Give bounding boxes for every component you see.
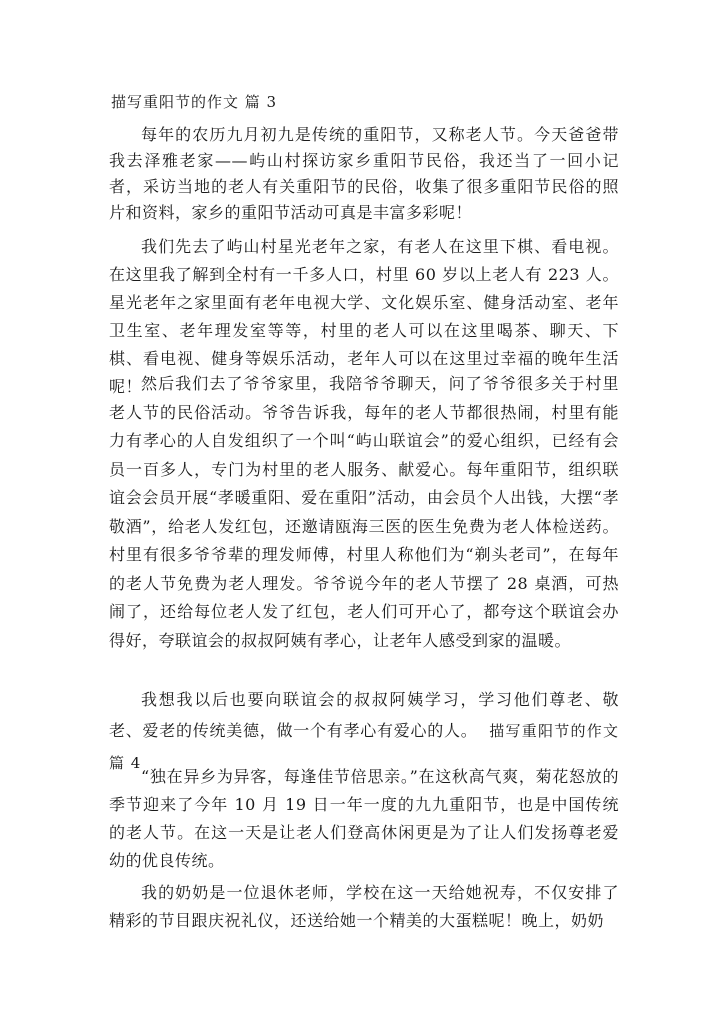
essay-heading-4: 描写重阳节的作文 篇 4: [109, 722, 619, 772]
essay-heading-3: 描写重阳节的作文 篇 3: [111, 93, 278, 111]
paragraph-2: 我们先去了屿山村星光老年之家，有老人在这里下棋、看电视。在这里我了解到全村有一千多人口，村里 60 岁以上老人有 223 人。星光老年之家里面有老年电视大学、文化娱乐室、健身活动室、老年卫生室、老年理发室等等，村里的老人可以在这里喝茶、聊天、下棋、看电视、健身等娱乐活动，老年人可以在这里过幸福的晚年生活呢！: [109, 237, 619, 396]
paragraph-4-text: 我想我以后也要向联谊会的叔叔阿姨学习，学习他们尊老、敬老、爱老的传统美德，做一个有孝心有爱心的人。: [109, 690, 619, 740]
paragraph-5: “独在异乡为异客，每逢佳节倍思亲。”在这秋高气爽，菊花怒放的季节迎来了今年 10 月 19 日一年一度的九九重阳节，也是中国传统的老人节。在这一天是让老人们登高休闲更是为了让人们发扬尊老爱幼的优良传统。: [109, 767, 619, 870]
paragraph-6: 我的奶奶是一位退休老师，学校在这一天给她祝寿，不仅安排了精彩的节目跟庆祝礼仪，还送给她一个精美的大蛋糕呢！晚上，奶奶: [109, 883, 619, 930]
paragraph-1: 每年的农历九月初九是传统的重阳节，又称老人节。今天爸爸带我去泽雅老家——屿山村探访家乡重阳节民俗，我还当了一回小记者，采访当地的老人有关重阳节的民俗，收集了很多重阳节民俗的照片和资料，家乡的重阳节活动可真是丰富多彩呢！: [109, 125, 619, 222]
paragraph-3: 然后我们去了爷爷家里，我陪爷爷聊天，问了爷爷很多关于村里老人节的民俗活动。爷爷告诉我，每年的老人节都很热闹，村里有能力有孝心的人自发组织了一个叫“屿山联谊会”的爱心组织，已经有会员一百多人，专门为村里的老人服务、献爱心。每年重阳节，组织联谊会会员开展“孝暖重阳、爱在重阳”活动，由会员个人出钱，大摆“孝敬酒”，给老人发红包，还邀请瓯海三医的医生免费为老人体检送药。村里有很多爷爷辈的理发师傅，村里人称他们为“剃头老司”，在每年的老人节免费为老人理发。爷爷说今年的老人节摆了 28 桌酒，可热闹了，还给每位老人发了红包，老人们可开心了，都夸这个联谊会办得好，夸联谊会的叔叔阿姨有孝心，让老年人感受到家的温暖。: [109, 374, 619, 650]
